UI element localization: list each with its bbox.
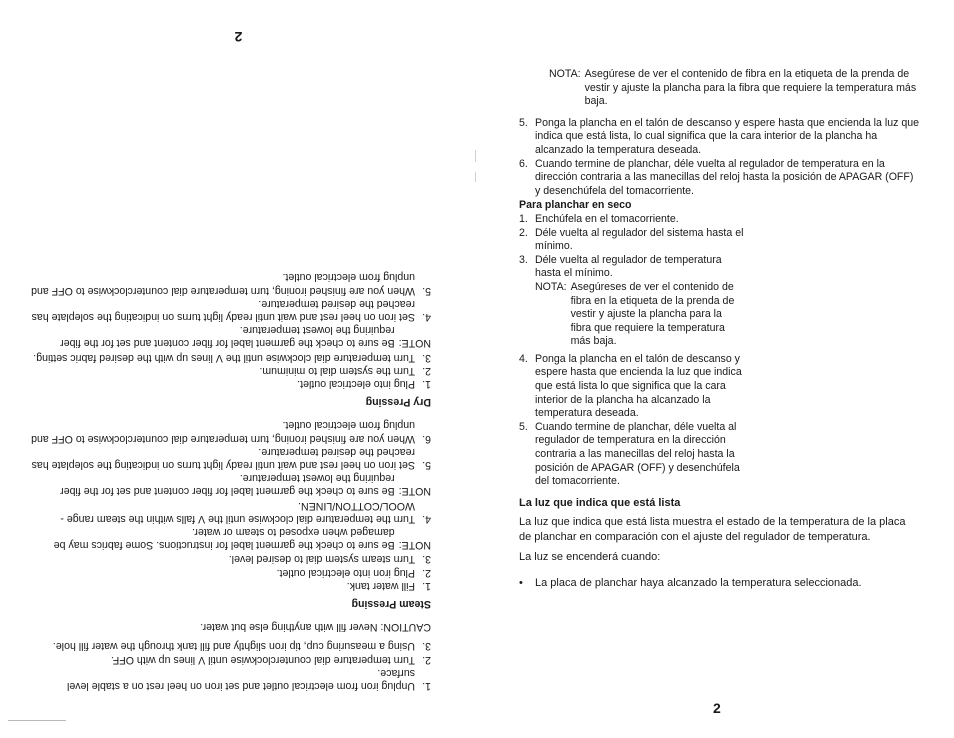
dry-pressing-heading-es: Para planchar en seco (519, 199, 632, 212)
spanish-dry-steps-b (519, 353, 749, 489)
english-instructions (31, 270, 431, 692)
top-nota (549, 68, 919, 109)
step-text: Turn the temperature dial clockwise until the V falls within the steam range - WOOL/COTTON/LINEN. (60, 499, 415, 525)
step-text: Enchúfela en el tomacorriente. (535, 212, 679, 225)
list-item (31, 418, 431, 444)
ready-light-paragraph: La luz que indica que está lista muestra el estado de la temperatura de la placa de planchar en comparación con el ajuste del regulador de temperatura. (519, 516, 906, 544)
list-item (31, 552, 431, 565)
step-number: 2. (422, 566, 431, 579)
nota-text: Asegúreses de ver el contenido de fibra en la etiqueta de la prenda de vestir y ajuste la plancha para la fibra que requiere la temperatura más baja. (570, 280, 735, 348)
dry-steps-a (31, 350, 431, 390)
step-number: 2. (519, 226, 528, 239)
step-text: Turn steam system dial to desired level. (228, 553, 415, 566)
steam-pressing-heading: Steam Pressing (351, 597, 431, 610)
step-text: Set iron on heel rest and wait until ready light turns on indicating the soleplate has reached the desired temperature. (31, 445, 415, 471)
list-item (31, 377, 431, 390)
step-number: 2. (422, 653, 431, 666)
step-number: 6. (519, 157, 528, 170)
dry-note (31, 323, 431, 349)
list-item (31, 270, 431, 296)
step-text: Cuando termine de planchar, déle vuelta al regulador de temperatura en la dirección contraria a las manecillas del reloj hasta la posición de APAGAR (OFF) y desenchúfela del tomacorriente. (535, 157, 914, 197)
spanish-page (477, 0, 954, 738)
nota-text: Asegúrese de ver el contenido de fibra en la etiqueta de la prenda de vestir y ajuste la plancha para la fibra que requiere la temperatura más baja. (584, 68, 917, 108)
list-item (31, 350, 431, 363)
steam-steps-a (31, 552, 431, 592)
spanish-dry-steps-a (519, 213, 749, 281)
ready-light-bullet (519, 577, 919, 591)
bullet-dot: • (519, 577, 523, 590)
dry-nota (535, 281, 919, 349)
step-text: Unplug iron from electrical outlet and set iron on heel rest on a stable level surface. (66, 666, 415, 692)
binding-mark (475, 150, 476, 162)
step-number: 5. (519, 116, 528, 129)
list-item (31, 652, 431, 665)
step-number: 5. (422, 284, 431, 297)
list-item (519, 254, 749, 281)
nota-label: NOTA: (549, 68, 581, 80)
step-number: 3. (422, 553, 431, 566)
dry-steps-b (31, 270, 431, 323)
steam-steps-b (31, 418, 431, 471)
step-number: 4. (422, 310, 431, 323)
note-text: Be sure to check the garment label for instructions. Some fabrics may be damaged when exposed to steam or water. (53, 525, 395, 552)
list-item (519, 227, 749, 254)
note-label: NOTE: (398, 485, 431, 498)
list-item (31, 565, 431, 578)
spanish-instructions (519, 68, 919, 591)
step-text: Cuando termine de planchar, déle vuelta al regulador de temperatura en la dirección contraria a las manecillas del reloj hasta la posición de APAGAR (OFF) y desenchúfela del tomacorriente. (535, 420, 740, 488)
step-text: Déle vuelta al regulador de temperatura hasta el mínimo. (535, 253, 722, 280)
step-number: 6. (422, 432, 431, 445)
list-item (31, 445, 431, 471)
step-text: Ponga la plancha en el talón de descanso y espere hasta que encienda la luz que indica que está lista lo que significa que la cara interior de la plancha ha alcanzado la temperatura deseada. (535, 352, 742, 420)
step-text: Turn the system dial to minimum. (259, 364, 415, 377)
note-label: NOTE: (398, 337, 431, 350)
steam-step-4 (31, 498, 431, 524)
list-item (519, 158, 919, 199)
step-text: Turn temperature dial counterclockwise until V lines up with OFF. (110, 653, 415, 666)
spanish-page-number: 2 (713, 700, 721, 716)
spanish-steps-a (519, 117, 919, 199)
step-text: Plug into electrical outlet. (297, 377, 415, 390)
step-text: When you are finished ironing, turn temperature dial counterclockwise to OFF and unplug from electrical outlet. (31, 419, 415, 445)
binding-mark (475, 172, 476, 182)
step-text: Using a measuring cup, tip iron slightly and fill tank through the water fill hole. (52, 640, 415, 653)
step-number: 1. (422, 579, 431, 592)
steam-note-1 (31, 525, 431, 551)
step-text: Ponga la plancha en el talón de descanso y espere hasta que encienda la luz que indica que está lista, lo cual significa que la cara interior de la plancha ha alcanzado la temperatura deseada. (535, 116, 920, 156)
note-text: Be sure to check the garment label for fiber content and set for the fiber requiring the lowest temperature. (60, 472, 395, 498)
list-item (519, 117, 919, 158)
list-item (31, 364, 431, 377)
list-item (519, 213, 749, 227)
note-label: NOTE: (398, 539, 431, 552)
steam-note-2 (31, 471, 431, 497)
step-text: Set iron on heel rest and wait until ready light turns on indicating the soleplate has reached the desired temperature. (31, 297, 415, 323)
step-number: 1. (519, 212, 528, 225)
step-number: 4. (422, 512, 431, 525)
dry-pressing-heading: Dry Pressing (365, 396, 431, 409)
step-number: 1. (422, 377, 431, 390)
fill-steps (31, 639, 431, 692)
english-page-number: 2 (234, 29, 243, 45)
step-number: 2. (422, 364, 431, 377)
step-number: 1. (422, 680, 431, 692)
step-number: 3. (422, 351, 431, 364)
step-text: Fill water tank. (346, 579, 415, 592)
step-number: 5. (422, 458, 431, 471)
step-number: 5. (519, 420, 528, 433)
list-item (31, 639, 431, 652)
ready-light-when: La luz se encenderá cuando: (519, 551, 661, 564)
nota-label: NOTA: (535, 280, 567, 293)
step-text: Turn temperature dial clockwise until the V lines up with the desired fabric setting. (33, 351, 415, 364)
step-number: 4. (519, 352, 528, 365)
step-number: 3. (422, 640, 431, 653)
list-item (31, 666, 431, 692)
step-text: Plug iron into electrical outlet. (276, 566, 415, 579)
step-number: 3. (519, 253, 528, 266)
ready-light-heading: La luz que indica que está lista (519, 496, 681, 509)
step-text: Déle vuelta al regulador del sistema hasta el mínimo. (535, 226, 744, 253)
list-item (519, 353, 749, 421)
note-text: Be sure to check the garment label for fiber content and set for the fiber requiring the lowest temperature. (60, 324, 395, 350)
step-text: When you are finished ironing, turn temperature dial counterclockwise to OFF and unplug from electrical outlet. (31, 271, 415, 297)
caution-text: CAUTION: Never fill with anything else but water. (200, 621, 431, 634)
list-item (31, 579, 431, 592)
bullet-text: La placa de planchar haya alcanzado la temperatura seleccionada. (535, 577, 862, 590)
list-item (519, 421, 749, 489)
list-item (31, 297, 431, 323)
scan-edge-mark (8, 720, 66, 721)
